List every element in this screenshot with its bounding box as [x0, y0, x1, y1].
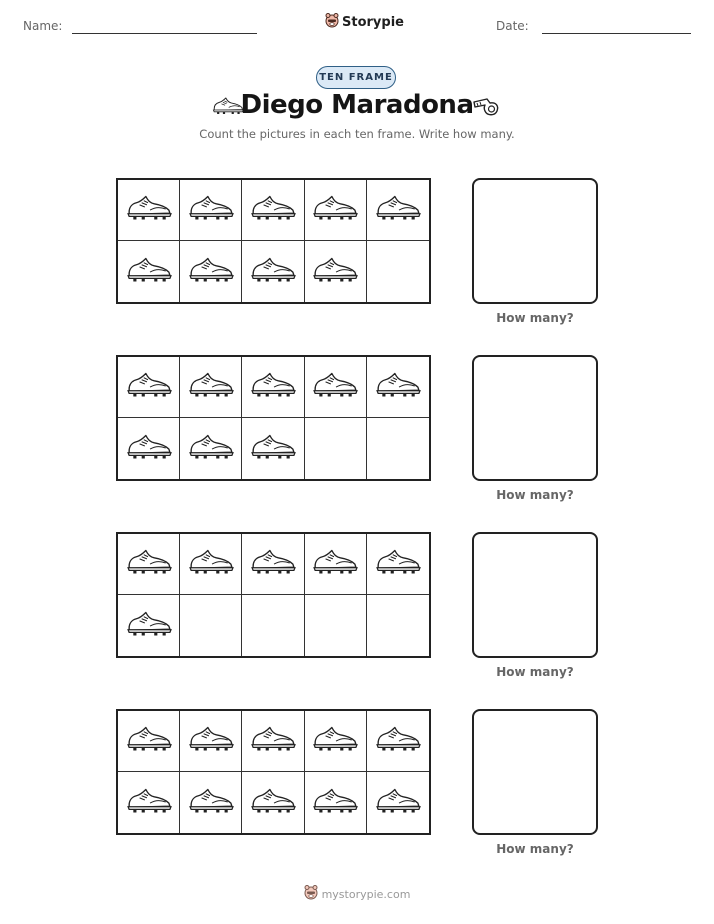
soccer-cleat-icon: [188, 787, 234, 819]
soccer-cleat-icon: [312, 194, 358, 226]
ten-frame-cell: [305, 357, 367, 418]
soccer-cleat-icon: [312, 725, 358, 757]
ten-frame-cell: [367, 772, 429, 833]
footer-url: mystorypie.com: [321, 887, 411, 901]
ten-frame-cell: [242, 711, 304, 772]
soccer-cleat-icon: [188, 548, 234, 580]
soccer-cleat-icon: [126, 433, 172, 465]
ten-frame-cell: [118, 180, 180, 241]
ten-frame-cell: [242, 595, 304, 656]
footer: [0, 884, 714, 904]
ten-frame-cell: [242, 418, 304, 479]
ten-frame-cell: [180, 534, 242, 595]
name-line[interactable]: [72, 33, 257, 34]
ten-frame-cell: [305, 534, 367, 595]
soccer-cleat-icon: [312, 787, 358, 819]
soccer-cleat-icon: [250, 433, 296, 465]
whistle-icon: [470, 94, 500, 122]
date-line[interactable]: [542, 33, 691, 34]
ten-frame-cell: [118, 241, 180, 302]
soccer-cleat-icon: [188, 256, 234, 288]
mascot-icon: [325, 12, 339, 32]
soccer-cleat-icon: [188, 371, 234, 403]
soccer-cleat-icon: [126, 194, 172, 226]
ten-frame-cell: [305, 418, 367, 479]
instructions: Count the pictures in each ten frame. Write how many.: [199, 127, 515, 141]
ten-frame-cell: [118, 418, 180, 479]
date-label: Date:: [496, 19, 529, 33]
soccer-cleat-icon: [126, 725, 172, 757]
answer-box-1[interactable]: [472, 178, 598, 304]
how-many-label-3: How many?: [496, 665, 574, 679]
ten-frame-cell: [305, 772, 367, 833]
ten-frame-cell: [367, 241, 429, 302]
answer-box-2[interactable]: [472, 355, 598, 481]
soccer-cleat-icon: [312, 548, 358, 580]
ten-frame-cell: [180, 180, 242, 241]
how-many-label-2: How many?: [496, 488, 574, 502]
soccer-cleat-icon: [312, 256, 358, 288]
ten-frame-4: [116, 709, 431, 835]
ten-frame-cell: [367, 595, 429, 656]
ten-frame-cell: [180, 241, 242, 302]
ten-frame-cell: [180, 711, 242, 772]
soccer-cleat-icon: [312, 371, 358, 403]
soccer-cleat-icon: [126, 256, 172, 288]
ten-frame-cell: [367, 357, 429, 418]
soccer-cleat-icon: [375, 371, 421, 403]
ten-frame-cell: [305, 595, 367, 656]
ten-frame-cell: [180, 595, 242, 656]
ten-frame-1: [116, 178, 431, 304]
soccer-cleat-icon: [375, 787, 421, 819]
soccer-cleat-icon: [250, 548, 296, 580]
soccer-cleat-icon: [375, 725, 421, 757]
ten-frame-cell: [242, 241, 304, 302]
ten-frame-3: [116, 532, 431, 658]
ten-frame-cell: [305, 241, 367, 302]
soccer-cleat-icon: [188, 725, 234, 757]
soccer-cleat-icon: [375, 548, 421, 580]
ten-frame-cell: [367, 711, 429, 772]
mascot-icon: [304, 884, 318, 904]
ten-frame-cell: [242, 772, 304, 833]
logo-text: Storypie: [342, 14, 404, 30]
how-many-label-4: How many?: [496, 842, 574, 856]
answer-box-4[interactable]: [472, 709, 598, 835]
soccer-cleat-icon: [250, 371, 296, 403]
ten-frame-cell: [118, 711, 180, 772]
ten-frame-cell: [242, 534, 304, 595]
how-many-label-1: How many?: [496, 311, 574, 325]
ten-frame-cell: [118, 772, 180, 833]
ten-frame-cell: [242, 357, 304, 418]
ten-frame-cell: [118, 357, 180, 418]
soccer-cleat-icon: [126, 548, 172, 580]
ten-frame-cell: [180, 418, 242, 479]
ten-frame-cell: [180, 772, 242, 833]
soccer-cleat-icon: [188, 194, 234, 226]
soccer-cleat-icon: [188, 433, 234, 465]
ten-frame-cell: [367, 418, 429, 479]
storypie-logo: [325, 12, 404, 32]
ten-frame-cell: [118, 534, 180, 595]
soccer-cleat-icon: [250, 256, 296, 288]
soccer-cleat-icon: [126, 371, 172, 403]
soccer-cleat-icon: [375, 194, 421, 226]
name-label: Name:: [23, 19, 63, 33]
ten-frame-cell: [118, 595, 180, 656]
ten-frame-cell: [242, 180, 304, 241]
ten-frame-cell: [367, 180, 429, 241]
ten-frame-cell: [180, 357, 242, 418]
soccer-cleat-icon: [250, 787, 296, 819]
soccer-cleat-icon: [126, 610, 172, 642]
page-title: Diego Maradona: [240, 90, 474, 120]
soccer-cleat-icon: [250, 725, 296, 757]
ten-frame-cell: [305, 711, 367, 772]
worksheet-type-badge: TEN FRAME: [316, 66, 396, 89]
ten-frame-cell: [305, 180, 367, 241]
answer-box-3[interactable]: [472, 532, 598, 658]
soccer-cleat-icon: [250, 194, 296, 226]
ten-frame-cell: [367, 534, 429, 595]
soccer-cleat-icon: [126, 787, 172, 819]
ten-frame-2: [116, 355, 431, 481]
